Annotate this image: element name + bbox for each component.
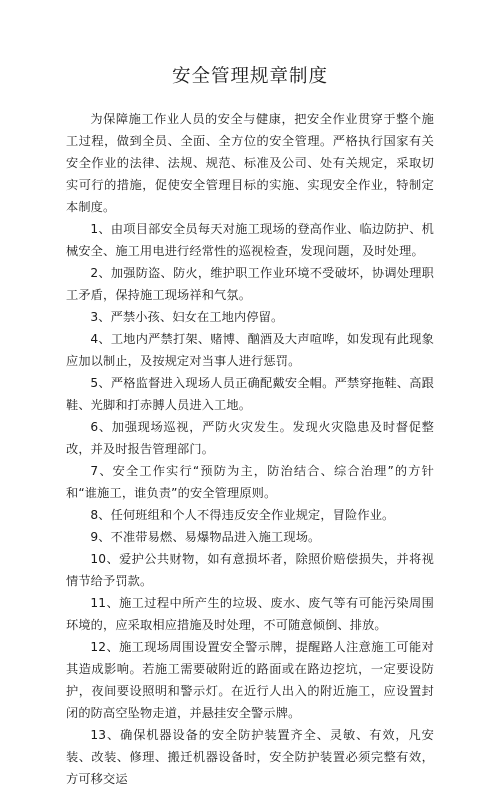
paragraph-rule-11: 11、施工过程中所产生的垃圾、废水、废气等有可能污染周围环境的，应采取相应措施及时处理，不可随意倾倒、排放。 <box>66 596 434 632</box>
paragraph-rule-4: 4、工地内严禁打架、赌博、酗酒及大声喧哗，如发现有此现象应加以制止，及按规定对当事人进行惩罚。 <box>66 332 434 368</box>
paragraph-rule-6: 6、加强现场巡视，严防火灾发生。发现火灾隐患及时督促整改，并及时报告管理部门。 <box>66 420 434 456</box>
paragraph-rule-2: 2、加强防盗、防火，维护职工作业环境不受破坏，协调处理职工矛盾，保持施工现场祥和气氛。 <box>66 266 434 302</box>
paragraph-rule-3: 3、严禁小孩、妇女在工地内停留。 <box>90 310 284 324</box>
paragraph-rule-1: 1、由项目部安全员每天对施工现场的登高作业、临边防护、机械安全、施工用电进行经常性的巡视检查，发现问题，及时处理。 <box>66 222 434 258</box>
paragraph-rule-10: 10、爱护公共财物，如有意损坏者，除照价赔偿损失，并将视情节给予罚款。 <box>66 552 434 588</box>
paragraph-rule-5: 5、严格监督进入现场人员正确配戴安全帽。严禁穿拖鞋、高跟鞋、光脚和打赤膊人员进入工地。 <box>66 376 434 412</box>
paragraph-rule-9: 9、不准带易燃、易爆物品进入施工现场。 <box>90 530 321 544</box>
paragraph-rule-12: 12、施工现场周围设置安全警示牌，提醒路人注意施工可能对其造成影响。若施工需要破附近的路面或在路边挖坑，一定要设防护，夜间要设照明和警示灯。在近行人出入的附近施工，应设置封闭的防高空坠物走道，并悬挂安全警示牌。 <box>66 640 434 720</box>
paragraph-rule-8: 8、任何班组和个人不得违反安全作业规定，冒险作业。 <box>90 508 395 522</box>
paragraph-rule-13: 13、确保机器设备的安全防护装置齐全、灵敏、有效，凡安装、改装、修理、搬迁机器设备时，安全防护装置必须完整有效，方可移交运 <box>66 728 434 786</box>
paragraph-intro: 为保障施工作业人员的安全与健康，把安全作业贯穿于整个施工过程，做到全员、全面、全方位的安全管理。严格执行国家有关安全作业的法律、法规、规范、标准及公司、处有关规定，采取切实可行的措施，促使安全管理目标的实施、实现安全作业，特制定本制度。 <box>66 112 434 214</box>
document-title: 安全管理规章制度 <box>171 66 328 87</box>
document-body <box>66 108 434 790</box>
paragraph-rule-7: 7、安全工作实行“预防为主，防治结合、综合治理”的方针和“谁施工，谁负责”的安全管理原则。 <box>66 464 434 500</box>
